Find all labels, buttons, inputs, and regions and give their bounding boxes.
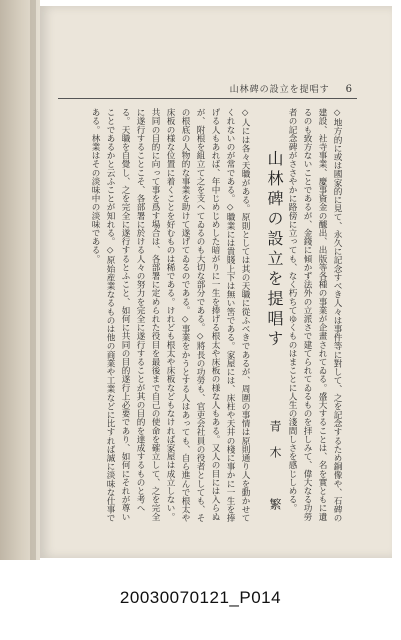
intro-paragraph: ◇地方的に或は國家的に見て、永久に記念すべき人々は事件等に對して、之を記念するため銅像や、石碑の建設、社寺事業、慶事資金の醵出、出版等各種の事業が企畫されてゐる。盛大することは、名を實ともに遺るのも致方ないことであるが、金錢に傾かず法外の立派さで建てられてゐるものを拝しみて、偉大なる功勞者の記念碑がささやかに路傍に立っても、なく朽ちてゆくものはまことに人生の淺間しさを感じしめる。 bbox=[287, 108, 342, 523]
article-author: 青木 繁 bbox=[268, 420, 282, 524]
spine-shadow bbox=[30, 0, 36, 560]
header-rule bbox=[58, 98, 357, 99]
image-caption: 20030070121_P014 bbox=[119, 588, 282, 607]
running-title: 山林碑の設立を提唱す bbox=[229, 85, 330, 95]
article-title: 山林碑の設立を提唱す bbox=[265, 150, 284, 350]
running-header bbox=[230, 82, 353, 95]
page-number: 6 bbox=[345, 84, 353, 95]
article-body: ◇人には各々天職がある。原則としては其の天職に從ふべきであるが、周圍の事情は原則通り人を動かせてくれないのが常である。◇職業には貴賤上下は無い筈である。家屋には、床柱や天井の棧に事かに一生を捧げる人もあれば、年中じめじめした暗がりに一生を捧げる根太や床板の様な人もある。又人の目には入らぬが、附根を組立て之を支へてゐるのも大切な部分である。◇將長の功勞も、官吏会社員の役者としても、その根底の人物的な事業を助けて遂げてゐるのである。◇事業をかうとする人はあっても、自ら進んで根太や床板の様な位置に着くことを好むものは稀である。けれども根太や床板などもなければ家屋は成立しない。共同の目的に向って事を爲す場合は、各部署に定められた役目を最後まで自己の使命を確立して、之を完全に遂行することこそ、各部署に於ける人々の努力を完全に遂行することが其の目的を達成するものと考へる。天職を自覺し、之を完全に遂行するとふこと、如何に共同の目的遂行上必要であり、如何にそれが尊いことであるかと云ふことが知れる。◇原始産業なるものは他の商業や工業などに比すれば誠に淡味な仕事である。林業はその淡味中の淡味である。 bbox=[90, 108, 250, 523]
